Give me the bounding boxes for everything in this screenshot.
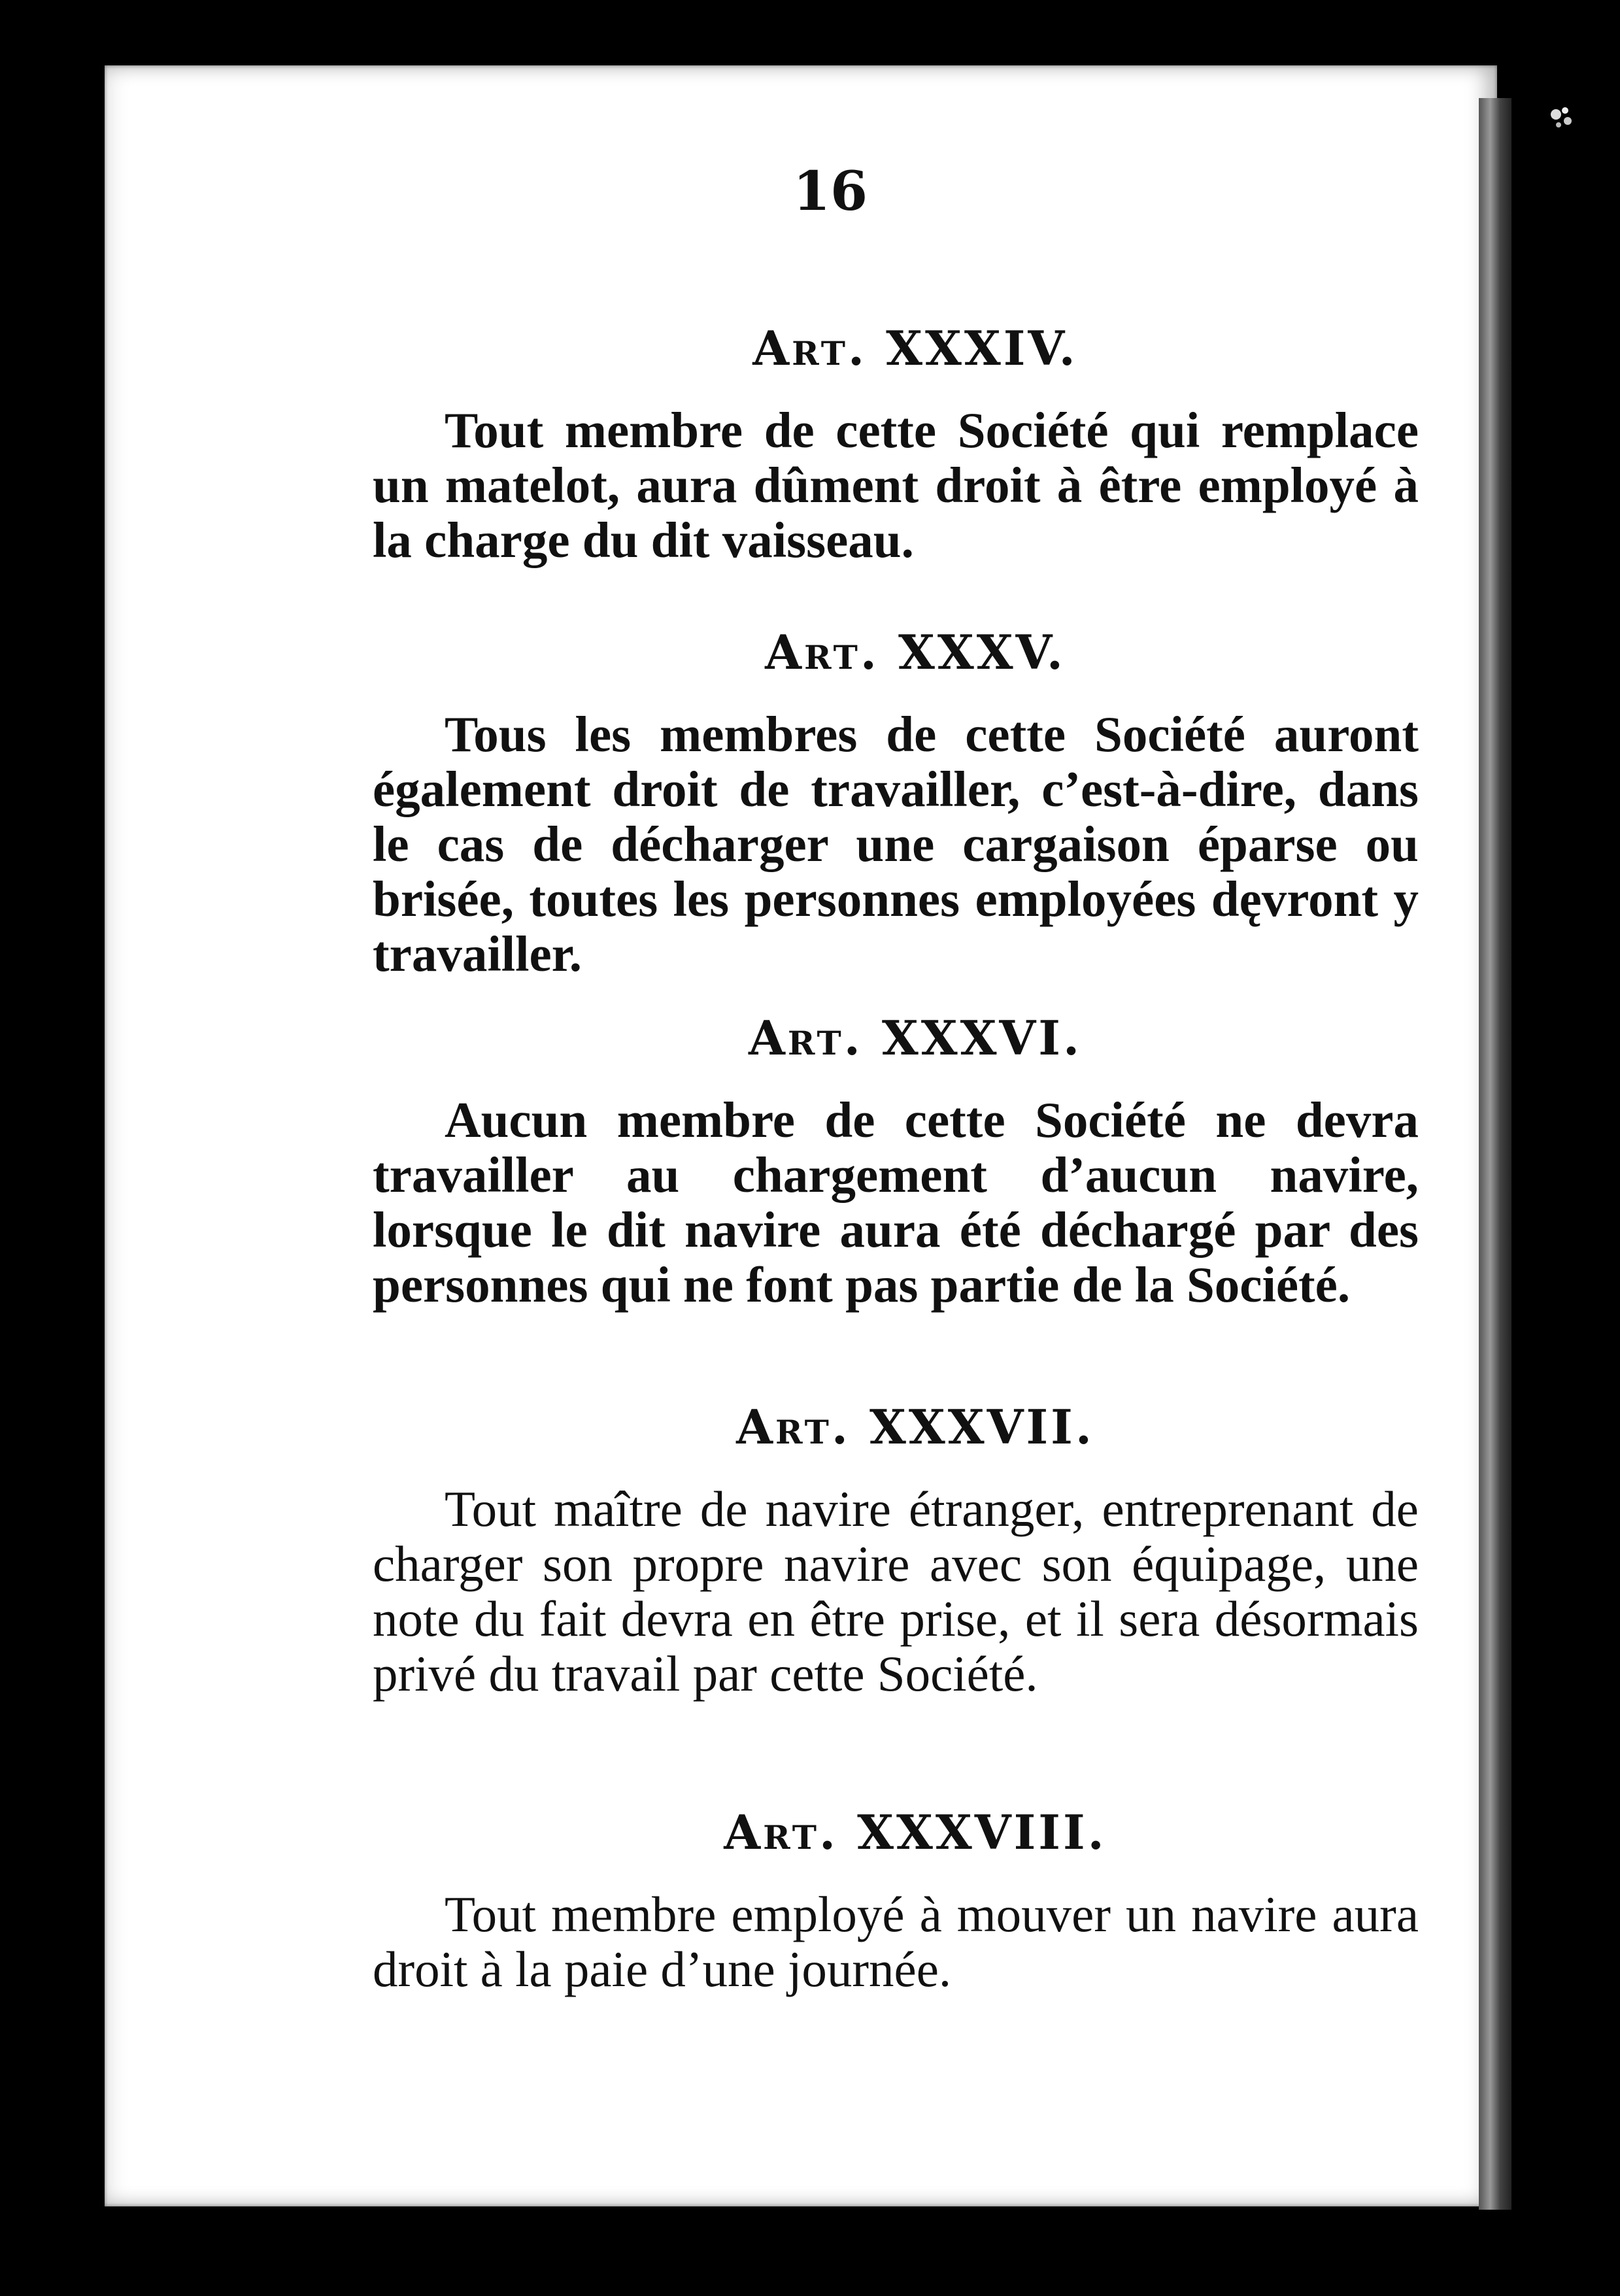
article-heading — [373, 624, 1419, 681]
article-heading-prefix: Art. — [736, 1399, 851, 1455]
article-heading — [373, 1399, 1419, 1455]
article-heading — [373, 320, 1419, 377]
article-heading-prefix: Art. — [752, 320, 868, 376]
article-heading-prefix: Art. — [748, 1010, 863, 1066]
article-heading-number: XXXVIII. — [857, 1804, 1107, 1860]
article-text: Aucun membre de cette Société ne devra travailler au chargement d’aucun navire, lorsque le dit navire aura été déchargé par des personnes qui ne font pas partie de la Société. — [373, 1092, 1419, 1313]
page-number: 16 — [792, 160, 868, 223]
article-heading — [373, 1804, 1419, 1861]
article-36 — [373, 1010, 1419, 1312]
article-35 — [373, 624, 1419, 981]
page-edge-shadow — [1479, 98, 1511, 2210]
article-heading-number: XXXV. — [898, 624, 1066, 680]
article-text: Tous les membres de cette Société auront également droit de travailler, c’est-à-dire, dans le cas de décharger une cargaison éparse ou brisée, toutes les personnes employées dęvront y travailler. — [373, 706, 1419, 983]
article-34 — [373, 320, 1419, 567]
article-text: Tout maître de navire étranger, entreprenant de charger son propre navire avec son équipage, une note du fait devra en être prise, et il sera désormais privé du travail par cette Société. — [373, 1481, 1419, 1702]
article-heading-prefix: Art. — [724, 1804, 839, 1860]
article-heading-number: XXXVII. — [869, 1399, 1094, 1455]
article-heading-number: XXXIV. — [886, 320, 1078, 376]
dust-speck — [1543, 101, 1582, 137]
article-37 — [373, 1399, 1419, 1701]
article-heading-number: XXXVI. — [881, 1010, 1083, 1066]
article-text: Tout membre de cette Société qui remplace un matelot, aura dûment droit à être employé à la charge du dit vaisseau. — [373, 402, 1419, 569]
article-text: Tout membre employé à mouver un navire aura droit à la paie d’une journée. — [373, 1886, 1419, 1998]
article-38 — [373, 1804, 1419, 1997]
article-heading — [373, 1010, 1419, 1066]
article-heading-prefix: Art. — [765, 624, 879, 680]
document-page — [105, 65, 1497, 2206]
